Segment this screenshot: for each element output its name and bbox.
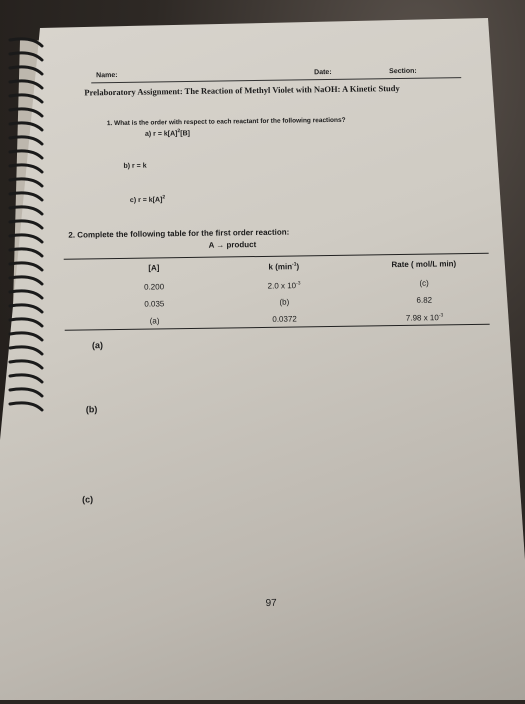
table-cell-text: 7.98 x 10	[405, 313, 439, 323]
table-header-rate-constant-text: k (min	[268, 262, 293, 272]
table-cell	[375, 312, 475, 323]
page-number: 97	[265, 597, 277, 609]
table-cell: 0.0372	[272, 314, 297, 324]
reaction-equation: A → product	[208, 240, 257, 250]
question-1a	[145, 128, 190, 138]
table-header-rate-constant-exponent: -1	[291, 261, 297, 268]
section-label: Section:	[389, 67, 417, 76]
table-header-rate-constant-close: )	[296, 262, 300, 272]
table-cell-text: 2.0 x 10	[267, 281, 297, 291]
answer-b-label: (b)	[85, 404, 98, 415]
question-1c-text: c) r = k[A]	[129, 196, 163, 205]
table-cell: 6.82	[416, 295, 433, 305]
answer-c-label: (c)	[82, 494, 94, 505]
assignment-title: Prelaboratory Assignment: The Reaction of Methyl Violet with NaOH: A Kinetic Study	[84, 83, 400, 98]
table-header-concentration: [A]	[148, 263, 160, 273]
name-label: Name:	[96, 71, 118, 80]
table-cell-exponent: -3	[296, 280, 301, 287]
question-1-prompt: 1. What is the order with respect to each reactant for the following reactions?	[106, 116, 346, 128]
table-cell: 0.035	[144, 299, 165, 309]
table-cell-exponent: -3	[438, 312, 444, 319]
table-cell: (c)	[419, 278, 429, 288]
table-cell	[254, 280, 314, 290]
table-cell: (a)	[149, 316, 160, 326]
question-1a-tail: [B]	[180, 130, 191, 138]
answer-a-label: (a)	[91, 340, 103, 351]
question-1c-exponent: 2	[162, 194, 166, 201]
table-header-rate-constant	[254, 261, 314, 271]
question-1a-exponent: 2	[177, 128, 181, 135]
table-header-rate: Rate ( mol/L min)	[391, 259, 457, 270]
date-label: Date:	[314, 68, 332, 77]
table-cell: 0.200	[144, 282, 165, 292]
question-1b: b) r = k	[123, 162, 147, 170]
question-1c	[130, 194, 165, 204]
question-2-prompt: 2. Complete the following table for the first order reaction:	[68, 227, 290, 240]
table-cell: (b)	[279, 297, 290, 307]
question-1a-text: a) r = k[A]	[144, 130, 178, 138]
